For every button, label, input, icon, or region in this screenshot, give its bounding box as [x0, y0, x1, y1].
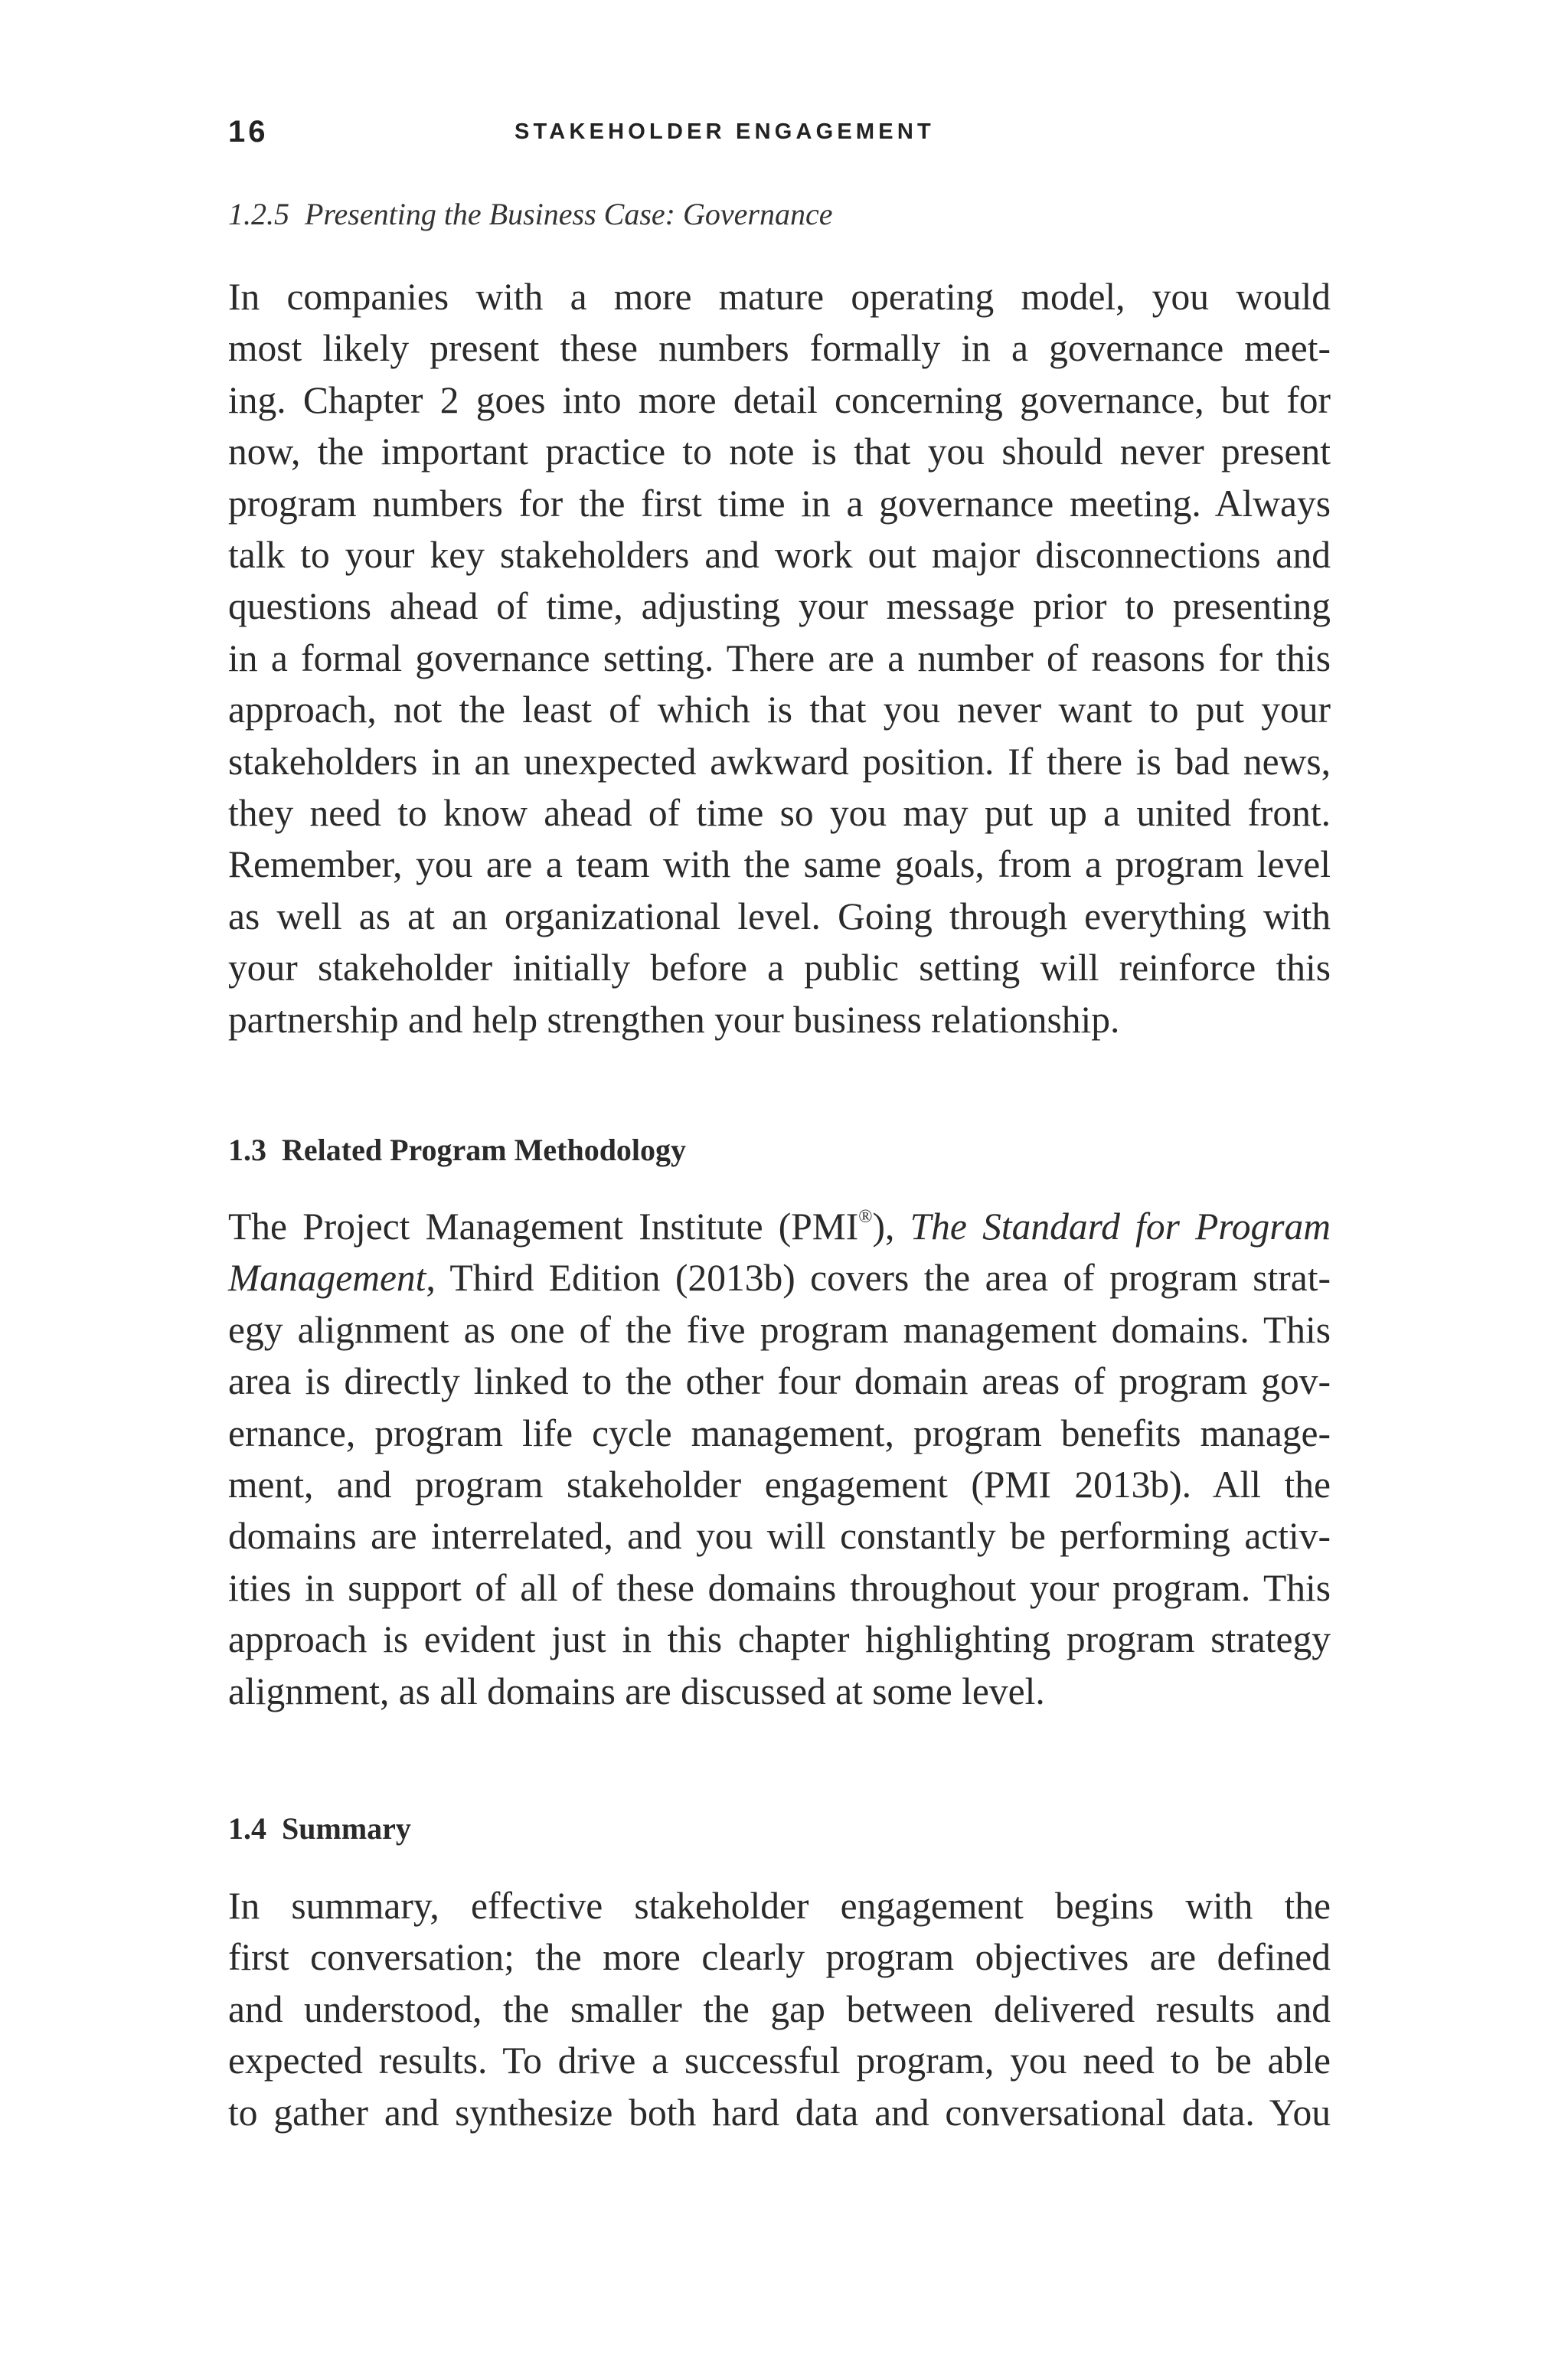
text-line: ment, and program stakeholder engagement (PMI 2013b). All the	[228, 1464, 1331, 1506]
text-line: as well as at an organizational level. Going through everything with	[228, 895, 1331, 937]
text-line: egy alignment as one of the five program management domains. This	[228, 1308, 1331, 1351]
text-line: and understood, the smaller the gap between delivered results and	[228, 1987, 1331, 2030]
section-number: 1.3	[228, 1133, 266, 1167]
text-line: ing. Chapter 2 goes into more detail concerning governance, but for	[228, 378, 1331, 421]
page-number: 16	[228, 115, 269, 149]
text-line: partnership and help strengthen your business relationship.	[228, 998, 1120, 1041]
text-line: program numbers for the first time in a governance meeting. Always	[228, 482, 1331, 525]
text-line: to gather and synthesize both hard data and conversational data. You	[228, 2091, 1331, 2134]
text-line: questions ahead of time, adjusting your message prior to presenting	[228, 585, 1331, 628]
paragraph-methodology	[228, 1201, 1331, 1717]
text-line: expected results. To drive a successful program, you need to be able	[228, 2039, 1331, 2082]
text-line: alignment, as all domains are discussed at some level.	[228, 1670, 1045, 1712]
text-line: approach is evident just in this chapter highlighting program strategy	[228, 1618, 1331, 1661]
running-head	[228, 115, 1331, 161]
section-heading-methodology	[228, 1132, 686, 1168]
text-line: domains are interrelated, and you will constantly be performing activ-	[228, 1515, 1331, 1558]
text-line: in a formal governance setting. There are a number of reasons for this	[228, 636, 1331, 679]
text-line: ernance, program life cycle management, program benefits manage-	[228, 1411, 1331, 1454]
subsection-title: Presenting the Business Case: Governance	[305, 197, 833, 231]
registered-mark: ®	[858, 1207, 873, 1227]
subsection-number: 1.2.5	[228, 197, 289, 231]
text-run: ),	[872, 1205, 910, 1248]
section-title: Related Program Methodology	[282, 1133, 687, 1167]
text-line: now, the important practice to note is that you should never present	[228, 430, 1331, 473]
text-line: In summary, effective stakeholder engagement begins with the	[228, 1885, 1331, 1927]
text-line: ities in support of all of these domains throughout your program. This	[228, 1566, 1331, 1609]
text-line: stakeholders in an unexpected awkward position. If there is bad news,	[228, 740, 1331, 783]
section-number: 1.4	[228, 1811, 266, 1846]
book-title: The Standard for Program	[910, 1205, 1331, 1248]
paragraph-summary	[228, 1880, 1331, 2138]
text-line: your stakeholder initially before a public setting will reinforce this	[228, 947, 1331, 989]
text-run: The Project Management Institute (PMI	[228, 1205, 859, 1248]
section-heading-summary	[228, 1810, 411, 1846]
subsection-heading	[228, 196, 832, 232]
text-line: first conversation; the more clearly program objectives are defined	[228, 1936, 1331, 1979]
section-title: Summary	[282, 1811, 411, 1846]
text-line: they need to know ahead of time so you may put up a united front.	[228, 792, 1331, 835]
text-line	[228, 1252, 1331, 1303]
text-line: talk to your key stakeholders and work out major disconnections and	[228, 534, 1331, 577]
text-line: approach, not the least of which is that you never want to put your	[228, 688, 1331, 731]
paragraph-governance	[228, 271, 1331, 1045]
book-title: Management	[228, 1257, 426, 1300]
text-line: area is directly linked to the other four domain areas of program gov-	[228, 1360, 1331, 1403]
text-run: , Third Edition (2013b) covers the area of program strat-	[426, 1257, 1331, 1300]
running-title: STAKEHOLDER ENGAGEMENT	[514, 119, 935, 144]
text-line: Remember, you are a team with the same goals, from a program level	[228, 843, 1331, 886]
text-line: In companies with a more mature operating model, you would	[228, 276, 1331, 318]
text-line: most likely present these numbers formally in a governance meet-	[228, 327, 1331, 370]
text-line	[228, 1201, 1331, 1252]
